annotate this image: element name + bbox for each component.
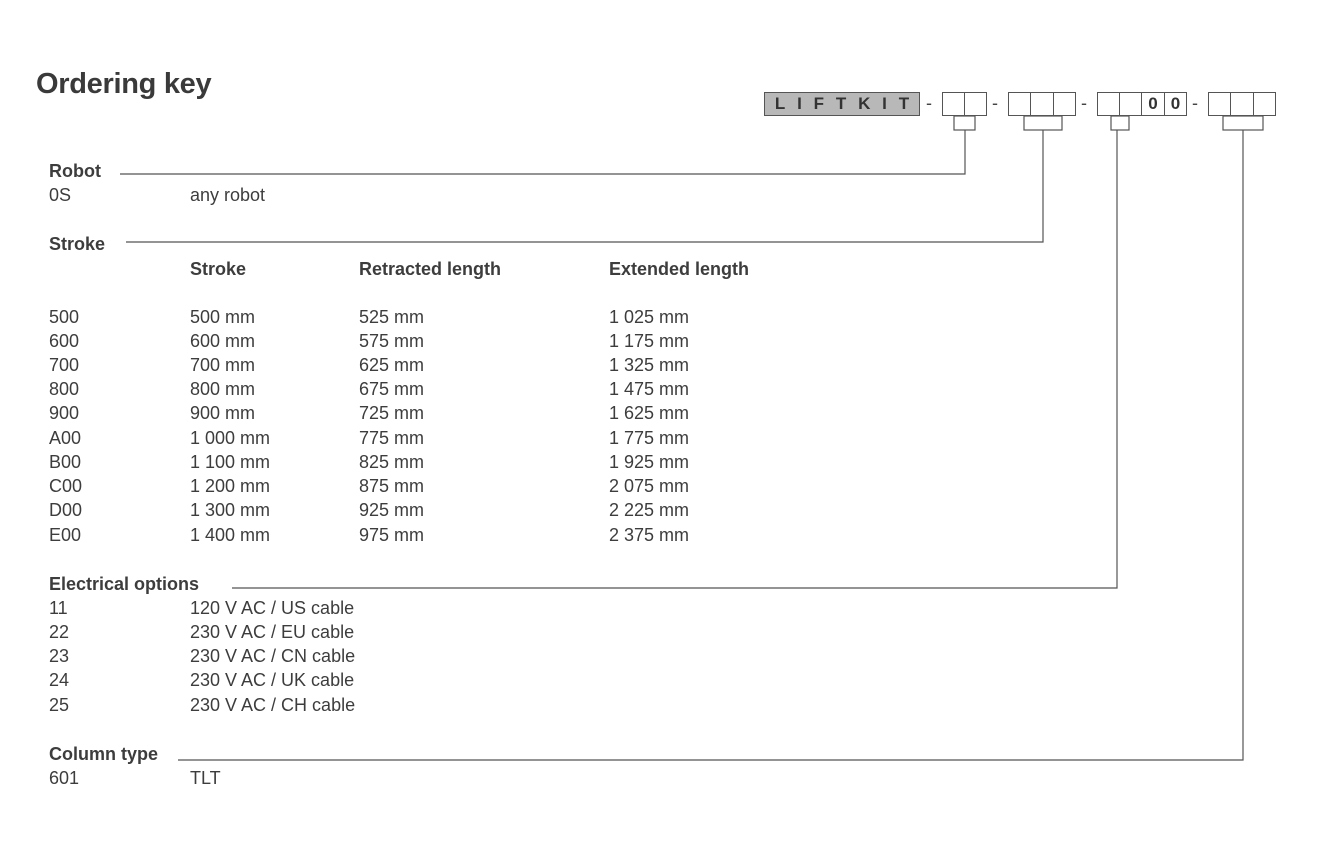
extended-value: 1 475 mm (609, 379, 690, 399)
prefix-letter: I (882, 94, 887, 113)
section-label-robot: Robot (49, 161, 101, 181)
stroke-value: 700 mm (190, 355, 256, 375)
electrical-code-cell (1097, 92, 1120, 116)
section-label-electrical: Electrical options (49, 574, 200, 594)
stroke-code: 700 (49, 355, 80, 375)
liftkit-prefix-box (764, 92, 920, 116)
retracted-value: 575 mm (359, 331, 425, 351)
retracted-value: 725 mm (359, 403, 425, 423)
retracted-value: 525 mm (359, 307, 425, 327)
robot-code-cell (942, 92, 965, 116)
column-code-cell (1208, 92, 1231, 116)
stroke-value: 900 mm (190, 403, 256, 423)
electrical-code-cell (1119, 92, 1142, 116)
column-header-extended: Extended length (609, 259, 750, 279)
stroke-code: 800 (49, 379, 80, 399)
stroke-value: 1 000 mm (190, 428, 271, 448)
column-desc: TLT (190, 768, 221, 788)
stroke-code-cell (1053, 92, 1076, 116)
section-label-stroke: Stroke (49, 234, 106, 254)
retracted-value: 825 mm (359, 452, 425, 472)
stroke-value: 1 200 mm (190, 476, 271, 496)
code-separator: - (992, 93, 998, 113)
electrical-desc: 230 V AC / CN cable (190, 646, 356, 666)
column-header-retracted: Retracted length (359, 259, 502, 279)
stroke-value: 500 mm (190, 307, 256, 327)
electrical-code: 25 (49, 695, 70, 715)
robot-bracket (954, 116, 975, 130)
retracted-value: 775 mm (359, 428, 425, 448)
code-separator: - (1192, 93, 1198, 113)
robot-leader-line (120, 130, 965, 174)
electrical-code: 24 (49, 670, 70, 690)
stroke-code: E00 (49, 525, 82, 545)
prefix-letter: K (858, 94, 871, 113)
stroke-code: 600 (49, 331, 80, 351)
prefix-letter: T (898, 94, 910, 113)
extended-value: 1 175 mm (609, 331, 690, 351)
extended-value: 2 075 mm (609, 476, 690, 496)
prefix-letter: I (797, 94, 802, 113)
stroke-code: A00 (49, 428, 82, 448)
stroke-value: 600 mm (190, 331, 256, 351)
electrical-desc: 230 V AC / EU cable (190, 622, 355, 642)
stroke-code: D00 (49, 500, 83, 520)
extended-value: 1 625 mm (609, 403, 690, 423)
stroke-value: 1 100 mm (190, 452, 271, 472)
prefix-letter: L (774, 94, 786, 113)
electrical-code: 22 (49, 622, 70, 642)
retracted-value: 675 mm (359, 379, 425, 399)
column-bracket (1223, 116, 1263, 130)
extended-value: 2 225 mm (609, 500, 690, 520)
electrical-desc: 120 V AC / US cable (190, 598, 355, 618)
prefix-letter: T (835, 94, 847, 113)
stroke-code: 500 (49, 307, 80, 327)
extended-value: 1 775 mm (609, 428, 690, 448)
column-code: 601 (49, 768, 80, 788)
robot-code-cell (964, 92, 987, 116)
extended-value: 1 025 mm (609, 307, 690, 327)
electrical-desc: 230 V AC / UK cable (190, 670, 355, 690)
electrical-desc: 230 V AC / CH cable (190, 695, 356, 715)
retracted-value: 975 mm (359, 525, 425, 545)
fixed-code-cell: 0 (1164, 92, 1187, 116)
electrical-bracket (1111, 116, 1129, 130)
robot-code: 0S (49, 185, 72, 205)
section-label-column-type: Column type (49, 744, 159, 764)
code-separator: - (1081, 93, 1087, 113)
stroke-bracket (1024, 116, 1062, 130)
stroke-code-cell (1030, 92, 1054, 116)
stroke-code: C00 (49, 476, 83, 496)
electrical-code: 23 (49, 646, 70, 666)
retracted-value: 925 mm (359, 500, 425, 520)
column-header-stroke: Stroke (190, 259, 247, 279)
stroke-value: 1 400 mm (190, 525, 271, 545)
page-title: Ordering key (36, 68, 212, 100)
stroke-code: B00 (49, 452, 82, 472)
retracted-value: 625 mm (359, 355, 425, 375)
code-separator: - (926, 93, 932, 113)
electrical-code: 11 (49, 598, 68, 618)
extended-value: 2 375 mm (609, 525, 690, 545)
column-code-cell (1253, 92, 1276, 116)
prefix-letter: F (813, 94, 825, 113)
stroke-value: 1 300 mm (190, 500, 271, 520)
retracted-value: 875 mm (359, 476, 425, 496)
fixed-code-cell: 0 (1141, 92, 1165, 116)
extended-value: 1 925 mm (609, 452, 690, 472)
stroke-value: 800 mm (190, 379, 256, 399)
extended-value: 1 325 mm (609, 355, 690, 375)
stroke-code-cell (1008, 92, 1031, 116)
robot-desc: any robot (190, 185, 266, 205)
column-code-cell (1230, 92, 1254, 116)
stroke-code: 900 (49, 403, 80, 423)
